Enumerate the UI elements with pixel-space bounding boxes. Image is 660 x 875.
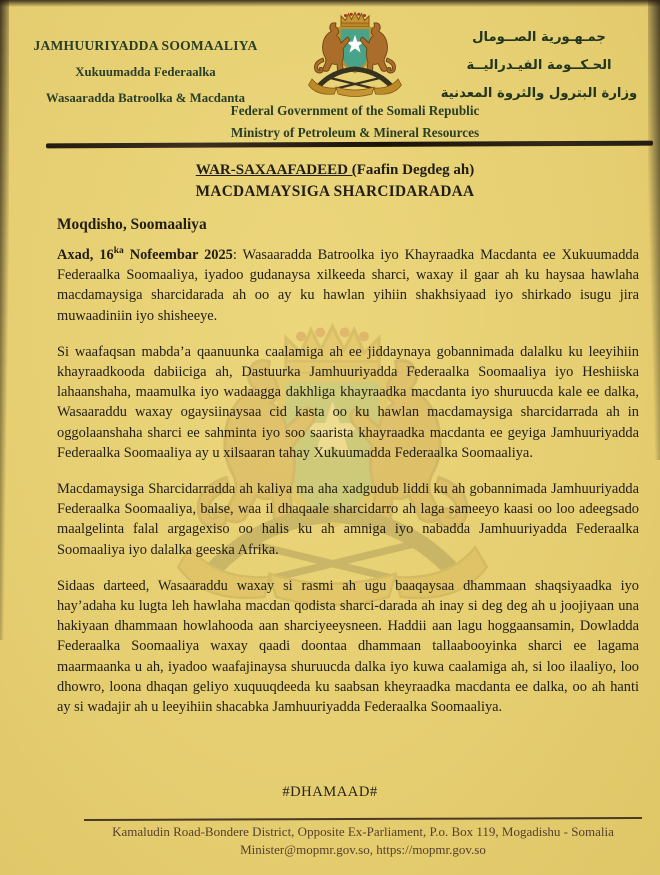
title-line2: MACDAMAYSIGA SHARCIDARADAA <box>195 183 475 200</box>
somali-coat-of-arms-icon <box>299 11 411 99</box>
letterhead-arabic-line2: الحـكــومة الفيـدراليــة <box>466 58 612 73</box>
letterhead-arabic <box>430 24 648 108</box>
paragraph1-text: : Wasaaradda Batroolka iyo Khayraadka Macdanta ee Xukuumadda Federaalka Soomaaliya, iyadoo gudanaysa xilkeeda sharci, waxay il gaar ah ku haysaa hawlaha macdamaysiga sharcidarada ah oo ay ku hawlan yihiin shakhsiyaad iyo shirkado isugu jira muwaadiniin iyo shisheeye. <box>57 247 640 324</box>
footer-divider <box>84 817 642 821</box>
footer-contact: Minister@mopmr.gov.so, https://mopmr.gov.so <box>240 841 486 857</box>
letterhead-somali-line2: Xukuumadda Federaalka <box>75 65 216 79</box>
paragraph1-date-bold-suffix: Nofeembar 2025 <box>123 247 233 263</box>
body-paragraph-4: Sidaas darteed, Wasaaraddu waxay si rasmi ah ugu baaqaysaa dhammaan shaqsiyaadka iyo hay’adaha ku lugta leh hawlaha macdan qodista sharci-darada ah inay si deg deg ah u joojiyaan una hakiyaan dhammaan howlahooda aan sharciyeeysneen. Haddii aan lagu hoggaansamin, Dowladda Federaalka Soomaaliya waxay qaadi doontaa dhammaan tallaabooyinka sharci ee lagama maarmaanka u ah, iyadoo waafajinaysa shuruucda dalka iyo kuwa caalamiga ah, si loo ilaaliyo, loo dhowro, loona dhaqan geliyo xuquuqdeeda ku saabsan kheyraadka macdanta ee dalka, oo ah hanti ay si wadajir ah u leeyihiin shacabka Jamhuuriyadda Federaalka Soomaaliya. <box>57 577 639 716</box>
letterhead-english <box>175 100 535 144</box>
letterhead-arabic-line1: جمـهـورية الصــومال <box>472 30 606 45</box>
letterhead-somali-line3: Wasaaradda Batroolka & Macdanta <box>45 91 246 105</box>
scan-shadow-right <box>648 0 660 460</box>
press-release-title <box>44 160 626 202</box>
letterhead-english-line2: Ministry of Petroleum & Mineral Resources <box>230 125 480 140</box>
title-line1-rest: Faafin Degdeg ah) <box>356 162 475 178</box>
letterhead-somali-line1: JAMHUURIYADDA SOOMAALIYA <box>33 38 258 53</box>
body-paragraph-3: Macdamaysiga Sharcidarradda ah kaliya ma aha xadgudub liddi ku ah gobannimada Jamhuuriyadda Federaalka Soomaaliya, balse, waa il dhaqaale sharcidarro ah laga sameeyo kaasi oo loo adeegsado maalgelinta falal argagexiso oo halis ku ah amniga iyo nabadda Jamhuuriyadda Federaalka Soomaaliya iyo dalalka geeska Afrika. <box>57 481 639 558</box>
scan-shadow-top <box>0 0 660 7</box>
header-divider <box>46 141 653 148</box>
paragraph1-date-superscript: ka <box>113 246 124 257</box>
body-paragraph-2: Si waafaqsan mabda’a qaanuunka caalamiga ah ee jiddaynaya gobannimada dalalku ku leeyihiin khayraadkooda dabiiciga ah, Dastuurka Jamhuuriyadda Federaalka Soomaaliya iyo Heshiiska lahaanshaha, maamulka iyo wadaagga dakhliga khayraadka macdanta iyo shuruucda kale ee dalka, Wasaaraddu waxay ogaysiinaysaa cid kasta oo ku hawlan macdamaysiga sharcidarrada ah in oggolaanshaha sharci ee sahminta iyo soo saarista khayraadka macdanta ee geyiga Jamhuuriyadda Federaalka Soomaaliya ay u xilsaaran tahay Xukuumadda Federaalka Soomaaliya. <box>57 343 639 461</box>
letterhead-english-line1: Federal Government of the Somali Republic <box>230 103 480 118</box>
press-release-body <box>57 160 639 733</box>
letterhead-arabic-line3: وزارة البترول والثروة المعدنية <box>440 86 638 101</box>
end-mark: #DHAMAAD# <box>282 784 378 800</box>
title-line1 <box>44 160 626 181</box>
title-line1-underlined: WAR-SAXAAFADEED ( <box>195 162 357 178</box>
letterhead-somali <box>28 38 263 106</box>
paragraph1-date-bold: Axad, 16 <box>57 247 114 263</box>
dateline: Moqdisho, Soomaaliya <box>57 216 207 233</box>
footer-address: Kamaludin Road-Bondere District, Opposite Ex-Parliament, P.o. Box 119, Mogadishu - Somalia <box>112 824 614 839</box>
body-paragraph-1 <box>57 245 639 326</box>
footer <box>84 818 642 858</box>
scan-shadow-left <box>0 0 9 640</box>
